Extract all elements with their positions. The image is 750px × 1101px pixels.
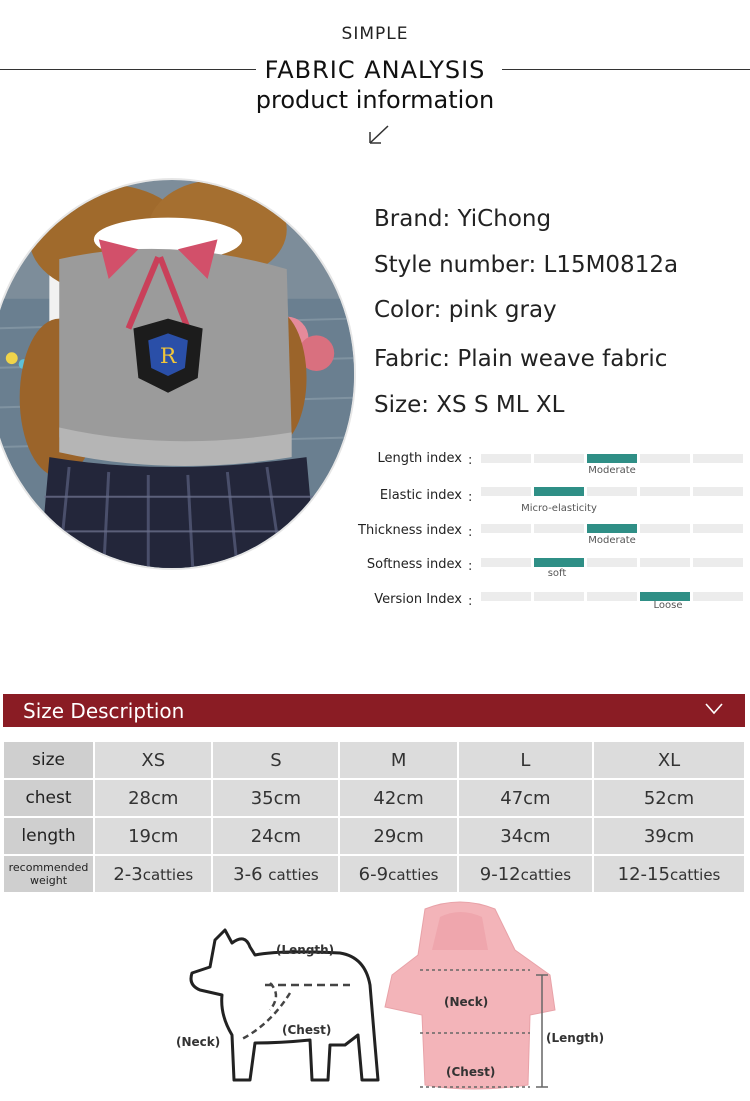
weight-unit: catties: [669, 865, 721, 884]
index-segment: [534, 524, 584, 533]
weight-range: 2-3: [113, 863, 143, 885]
header-kicker: SIMPLE: [341, 24, 409, 44]
arrow-down-left-icon: [366, 124, 390, 146]
table-cell: 35cm: [213, 780, 338, 816]
index-segment: [587, 592, 637, 601]
table-cell: [340, 856, 456, 892]
product-photo: [0, 178, 356, 570]
weight-unit: catties: [520, 865, 572, 884]
index-colon: :: [468, 490, 473, 505]
brand-text: Brand: YiChong: [374, 206, 552, 232]
index-segment-active: [587, 454, 637, 463]
header-title: FABRIC ANALYSIS: [264, 56, 486, 84]
index-segment: [481, 524, 531, 533]
table-cell: 42cm: [340, 780, 456, 816]
index-segment: [481, 592, 531, 601]
table-cell: 28cm: [95, 780, 211, 816]
table-cell: 39cm: [594, 818, 744, 854]
table-row: [4, 742, 744, 778]
size-table: [2, 740, 746, 894]
row-header: [4, 856, 93, 892]
index-colon: :: [468, 559, 473, 574]
size-description-header[interactable]: [3, 694, 745, 727]
table-cell: 19cm: [95, 818, 211, 854]
table-cell: XS: [95, 742, 211, 778]
table-cell: [594, 856, 744, 892]
index-colon: :: [468, 525, 473, 540]
color-text: Color: pink gray: [374, 297, 557, 323]
index-segment: [693, 592, 743, 601]
index-caption: Loose: [653, 600, 683, 611]
index-segment: [481, 558, 531, 567]
weight-range: 12-15: [617, 863, 670, 885]
table-cell: [213, 856, 338, 892]
index-segment: [693, 524, 743, 533]
table-cell: [95, 856, 211, 892]
weight-range: 3-6: [233, 863, 263, 885]
index-segment-active: [587, 524, 637, 533]
table-cell: 24cm: [213, 818, 338, 854]
size-description-title: Size Description: [23, 699, 185, 723]
index-segment: [640, 487, 690, 496]
index-segment: [693, 487, 743, 496]
header-subtitle: product information: [255, 86, 495, 114]
index-segment: [640, 524, 690, 533]
row-header: size: [4, 742, 93, 778]
measurement-diagram: [170, 895, 620, 1095]
coat-neck-label: (Neck): [444, 995, 489, 1009]
weight-range: 9-12: [479, 863, 521, 885]
index-label: Thickness index: [358, 523, 462, 538]
index-segment: [481, 454, 531, 463]
index-segment-active: [534, 487, 584, 496]
table-row: [4, 856, 744, 892]
dog-chest-label: (Chest): [282, 1023, 332, 1037]
index-segment: [534, 592, 584, 601]
dog-and-coat-illustration: [170, 895, 620, 1095]
weight-unit: catties: [388, 865, 439, 884]
index-label: Length index: [377, 451, 462, 466]
index-segment: [481, 487, 531, 496]
index-caption: soft: [547, 568, 567, 579]
table-cell: XL: [594, 742, 744, 778]
table-cell: L: [459, 742, 592, 778]
size-text: Size: XS S ML XL: [374, 392, 565, 418]
fabric-text: Fabric: Plain weave fabric: [374, 346, 668, 372]
coat-chest-label: (Chest): [446, 1065, 496, 1079]
index-caption: Micro-elasticity: [521, 503, 597, 514]
row-header-line1: recommended: [8, 861, 89, 874]
index-label: Elastic index: [379, 488, 462, 503]
table-cell: 29cm: [340, 818, 456, 854]
weight-range: 6-9: [358, 863, 389, 885]
row-header: chest: [4, 780, 93, 816]
table-cell: S: [213, 742, 338, 778]
table-row: [4, 818, 744, 854]
index-colon: :: [468, 594, 473, 609]
style-number-text: Style number: L15M0812a: [374, 252, 679, 278]
index-segment: [587, 558, 637, 567]
index-caption: Moderate: [588, 465, 636, 476]
index-segment: [534, 454, 584, 463]
index-segment: [587, 487, 637, 496]
row-header: length: [4, 818, 93, 854]
weight-unit: catties: [268, 865, 319, 884]
weight-unit: catties: [142, 865, 194, 884]
index-segment: [640, 454, 690, 463]
svg-text:R: R: [159, 344, 177, 370]
coat-length-label: (Length): [546, 1031, 605, 1045]
table-cell: [459, 856, 592, 892]
index-caption: Moderate: [588, 535, 636, 546]
index-label: Softness index: [366, 557, 462, 572]
row-header-line2: weight: [29, 874, 68, 887]
index-segment: [640, 558, 690, 567]
table-cell: 52cm: [594, 780, 744, 816]
index-segment: [693, 454, 743, 463]
table-cell: M: [340, 742, 456, 778]
dog-length-label: (Length): [276, 943, 335, 957]
index-colon: :: [468, 453, 473, 468]
table-row: [4, 780, 744, 816]
table-cell: 34cm: [459, 818, 592, 854]
table-cell: 47cm: [459, 780, 592, 816]
index-label: Version Index: [374, 592, 462, 607]
index-segment-active: [534, 558, 584, 567]
dog-neck-label: (Neck): [176, 1035, 221, 1049]
index-segment: [693, 558, 743, 567]
chevron-down-icon[interactable]: [705, 703, 723, 715]
